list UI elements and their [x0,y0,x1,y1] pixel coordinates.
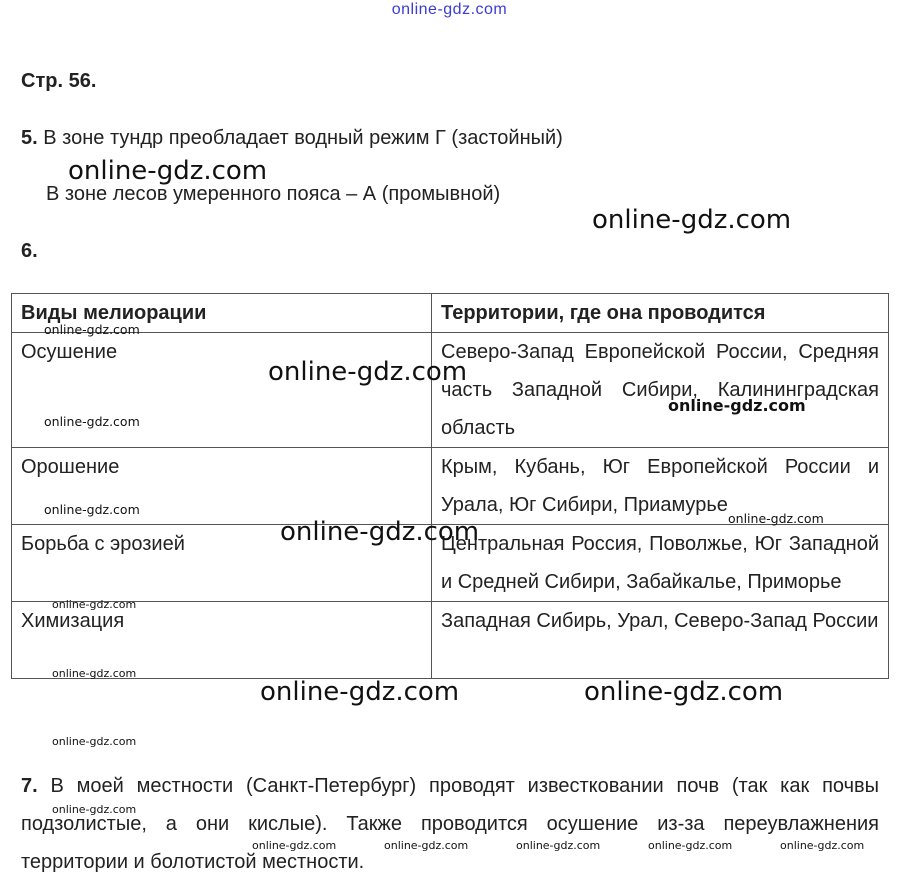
watermark-small: online-gdz.com [44,502,140,517]
watermark-large: online-gdz.com [68,156,268,186]
table-header-row [12,294,889,333]
q7-paragraph [21,767,879,881]
watermark-small: online-gdz.com [52,667,137,680]
cell-type: Борьба с эрозией [12,525,432,602]
watermark-small: online-gdz.com [648,839,733,852]
q5-line2: В зоне лесов умеренного пояса – А (промывной) [46,183,501,205]
watermark-small: online-gdz.com [780,839,865,852]
header-types: Виды мелиорации [12,294,432,333]
header-territories: Территории, где она проводится [432,294,889,333]
melioration-table [11,293,889,679]
watermark-large: online-gdz.com [260,677,460,707]
q5-text1: В зоне тундр преобладает водный режим Г (застойный) [43,127,563,149]
watermark-large: online-gdz.com [268,357,468,387]
watermark-small: online-gdz.com [516,839,601,852]
watermark-small: online-gdz.com [384,839,469,852]
cell-territory: Центральная Россия, Поволжье, Юг Западной и Средней Сибири, Забайкалье, Приморье [432,525,889,602]
table-row [12,333,889,448]
watermark-large: online-gdz.com [584,677,784,707]
q6-number: 6. [21,240,38,262]
q7-text: В моей местности (Санкт-Петербург) проводят известковании почв (так как почвы подзолистые, а они кислые). Также проводится осушение из-за переувлажнения территории и болотистой местности. [21,775,879,873]
cell-type: Орошение [12,448,432,525]
cell-territory: Крым, Кубань, Юг Европейской России и Урала, Юг Сибири, Приамурье [432,448,889,525]
watermark-medium: online-gdz.com [668,396,806,415]
cell-type: Химизация [12,602,432,679]
q5-number: 5. [21,127,38,149]
header-watermark: online-gdz.com [391,1,508,18]
watermark-small: online-gdz.com [252,839,337,852]
cell-territory: Западная Сибирь, Урал, Северо-Запад России [432,602,889,679]
q7-number: 7. [21,775,38,797]
cell-type: Осушение [12,333,432,448]
watermark-small: online-gdz.com [44,414,140,429]
watermark-small: online-gdz.com [728,511,824,526]
watermark-small: online-gdz.com [52,803,137,816]
watermark-small: online-gdz.com [52,598,137,611]
page-reference: Стр. 56. [21,70,97,92]
q5-line1 [21,119,563,157]
cell-territory: Северо-Запад Европейской России, Средняя часть Западной Сибири, Калининградская область [432,333,889,448]
watermark-small: online-gdz.com [52,735,137,748]
watermark-large: online-gdz.com [280,517,480,547]
watermark-large: online-gdz.com [592,205,792,235]
watermark-small: online-gdz.com [44,322,140,337]
table-row [12,602,889,679]
